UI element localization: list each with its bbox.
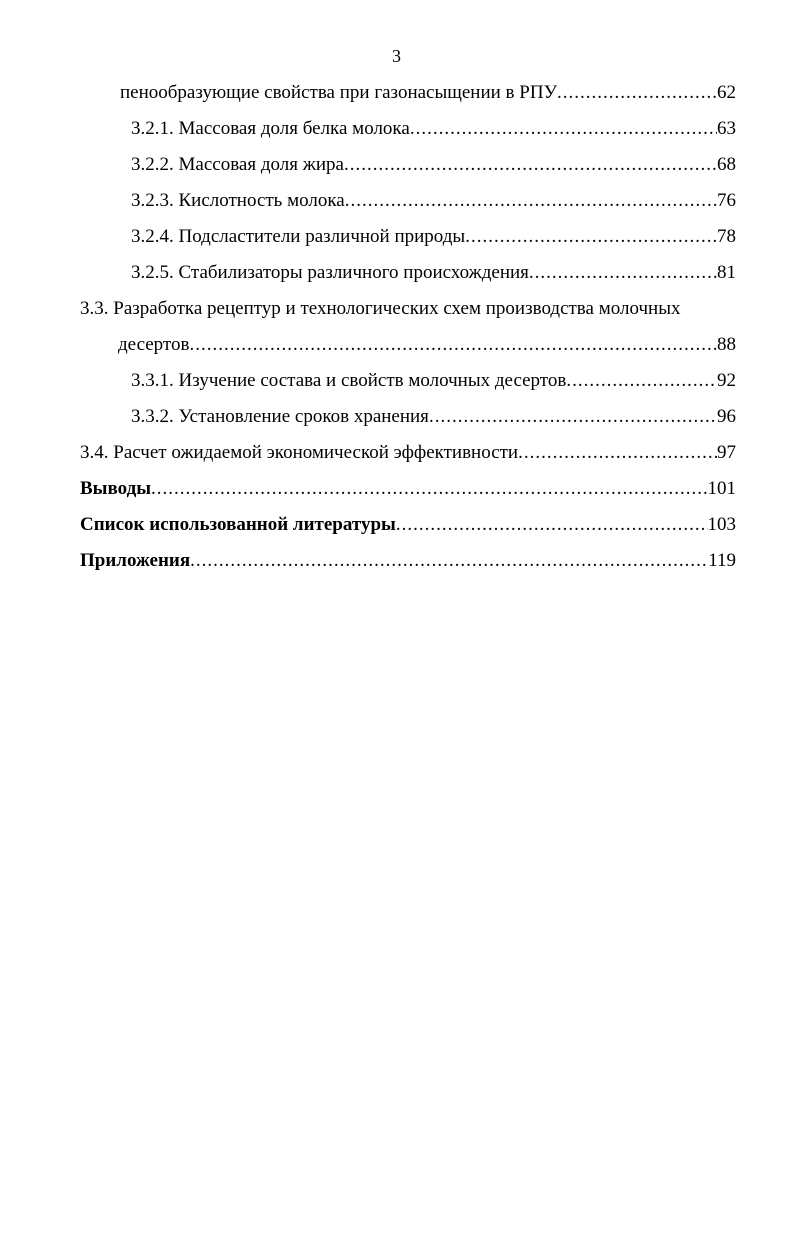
toc-entry-title: Список использованной литературы [80,514,396,535]
toc-entry-page: 63 [717,118,736,139]
toc-entry-3-2-4[interactable] [131,224,736,250]
toc-entry-title: 3.4. Расчет ожидаемой экономической эффективности [80,442,519,463]
toc-entry-3-3[interactable] [118,332,736,358]
dot-leader [189,332,717,358]
toc-entry-3-2-5[interactable] [131,260,736,286]
toc-entry-page: 88 [717,334,736,355]
toc-entry-3-2-2[interactable] [131,152,736,178]
dot-leader [396,512,708,538]
page-number: 3 [392,46,401,66]
toc-entry-title: 3.2.4. Подсластители различной природы [131,226,466,247]
toc-entry-page: 76 [717,190,736,211]
toc-entry-continuation[interactable] [120,80,736,106]
toc-entry-title: 3.3.1. Изучение состава и свойств молочных десертов [131,370,567,391]
toc-entry-page: 92 [717,370,736,391]
toc-entry-3-3-2[interactable] [131,404,736,430]
toc-entry-page: 103 [707,514,736,535]
dot-leader [190,548,708,574]
toc-entry-3-2-3[interactable] [131,188,736,214]
dot-leader [345,188,717,214]
toc-entry-page: 119 [708,550,736,571]
toc-entry-page: 62 [717,82,736,103]
toc-entry-page: 96 [717,406,736,427]
toc-entry-appendices[interactable] [80,548,736,574]
dot-leader [566,368,717,394]
dot-leader [529,260,717,286]
dot-leader [465,224,717,250]
toc-entry-title: пенообразующие свойства при газонасыщении в РПУ [120,82,558,103]
dot-leader [557,80,717,106]
toc-entry-title: десертов [118,334,190,355]
dot-leader [344,152,717,178]
toc-entry-3-4[interactable] [80,440,736,466]
dot-leader [518,440,717,466]
toc-entry-3-3-1[interactable] [131,368,736,394]
toc-entry-title: Выводы [80,478,152,499]
toc-entry-page: 68 [717,154,736,175]
toc-entry-title: 3.3.2. Установление сроков хранения [131,406,429,427]
toc-entry-title: 3.2.5. Стабилизаторы различного происхождения [131,262,529,283]
dot-leader [429,404,717,430]
dot-leader [410,116,717,142]
toc-entry-3-3-title-line1[interactable]: 3.3. Разработка рецептур и технологических схем производства молочных [80,298,681,319]
toc-entry-title: 3.2.3. Кислотность молока [131,190,345,211]
toc-entry-title: Приложения [80,550,191,571]
dot-leader [151,476,707,502]
toc-entry-title: 3.2.2. Массовая доля жира [131,154,344,175]
toc-entry-references[interactable] [80,512,736,538]
toc-entry-page: 97 [717,442,736,463]
toc-entry-title: 3.2.1. Массовая доля белка молока [131,118,410,139]
toc-entry-conclusions[interactable] [80,476,736,502]
toc-entry-page: 101 [707,478,736,499]
toc-entry-page: 78 [717,226,736,247]
toc-entry-page: 81 [717,262,736,283]
toc-entry-3-2-1[interactable] [131,116,736,142]
